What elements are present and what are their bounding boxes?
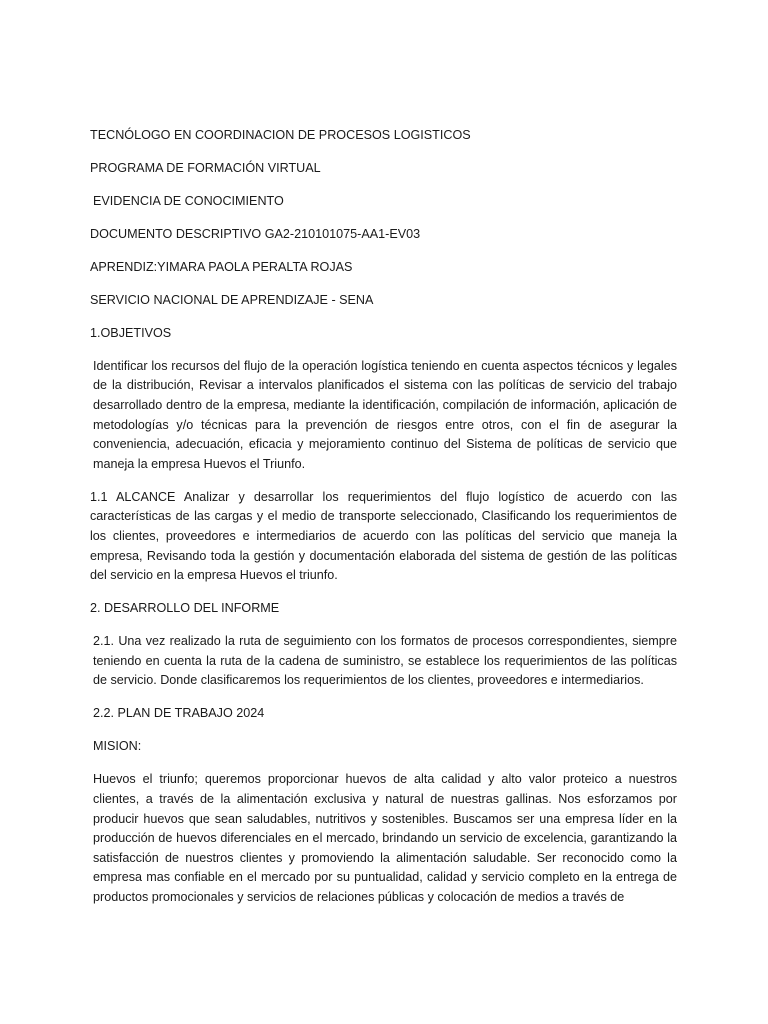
section-2-1-paragraph: 2.1. Una vez realizado la ruta de seguimiento con los formatos de procesos correspondientes, siempre teniendo en cuenta la ruta de la cadena de suministro, se establece los requerimientos de las políticas de servicio. Donde clasificaremos los requerimientos de los clientes, proveedores e intermediarios.	[93, 634, 677, 688]
scope-paragraph: 1.1 ALCANCE Analizar y desarrollar los requerimientos del flujo logístico de acuerdo con las características de las cargas y el medio de transporte seleccionado, Clasificando los requerimientos de los clientes, proveedores e intermediarios de acuerdo con las políticas del servicio que maneja la empresa, Revisando toda la gestión y documentación elaborada del sistema de gestión de las políticas del servicio en la empresa Huevos el triunfo.	[90, 489, 677, 583]
document-body	[90, 126, 677, 921]
work-plan-heading: 2.2. PLAN DE TRABAJO 2024	[93, 706, 265, 721]
evidence-type: EVIDENCIA DE CONOCIMIENTO	[93, 193, 284, 208]
report-heading: 2. DESARROLLO DEL INFORME	[90, 601, 280, 616]
objectives-paragraph: Identificar los recursos del flujo de la operación logística teniendo en cuenta aspectos técnicos y legales de la distribución, Revisar a intervalos planificados el sistema con las políticas de servicio del trabajo desarrollado dentro de la empresa, mediante la identificación, compilación de información, aplicación de metodologías y/o técnicas para la prevención de riesgos entre otros, con el fin de asegurar la conveniencia, adecuación, eficacia y mejoramiento continuo del Sistema de políticas de servicio que maneja la empresa Huevos el Triunfo.	[93, 358, 677, 471]
document-code: DOCUMENTO DESCRIPTIVO GA2-210101075-AA1-EV03	[90, 226, 421, 241]
apprentice-name: APRENDIZ:YIMARA PAOLA PERALTA ROJAS	[90, 259, 353, 274]
program-type: PROGRAMA DE FORMACIÓN VIRTUAL	[90, 160, 321, 175]
objectives-heading: 1.OBJETIVOS	[90, 325, 172, 340]
mission-heading: MISION:	[93, 739, 142, 754]
program-title: TECNÓLOGO EN COORDINACION DE PROCESOS LOGISTICOS	[90, 128, 471, 142]
institution-name: SERVICIO NACIONAL DE APRENDIZAJE - SENA	[90, 292, 374, 307]
mission-paragraph: Huevos el triunfo; queremos proporcionar huevos de alta calidad y alto valor proteico a nuestros clientes, a través de la alimentación exclusiva y natural de nuestras gallinas. Nos esforzamos por producir huevos que sean saludables, nutritivos y sostenibles. Buscamos ser una empresa líder en la producción de huevos diferenciales en el mercado, brindando un servicio de excelencia, garantizando la satisfacción de nuestros clientes y promoviendo la alimentación saludable. Ser reconocido como la empresa mas confiable en el mercado por su puntualidad, calidad y servicio completo en la entrega de productos promocionales y servicios de relaciones públicas y colocación de medios a través de	[93, 772, 677, 904]
